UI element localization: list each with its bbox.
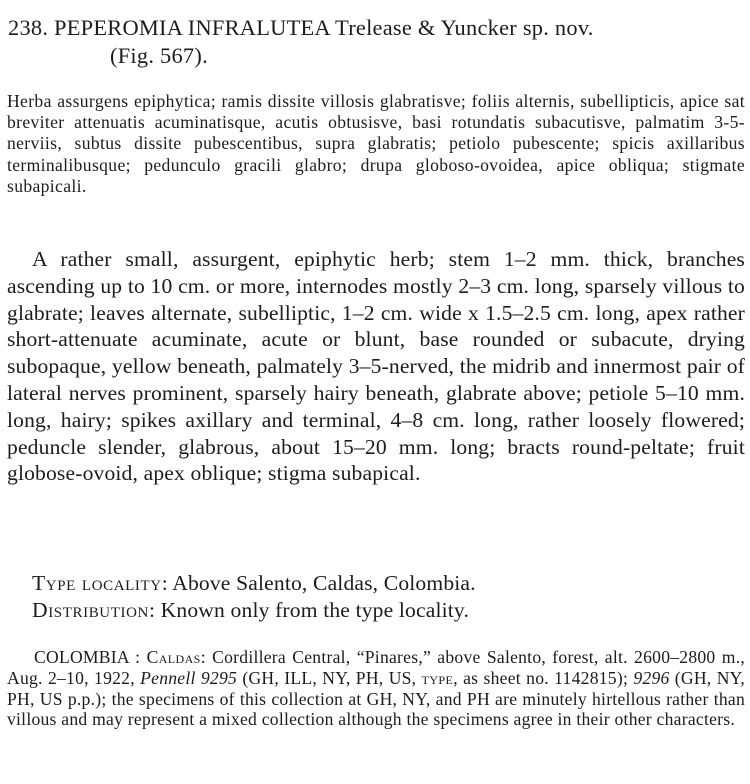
type-locality-text: : Above Salento, Caldas, Colombia.	[161, 571, 476, 595]
specimen-department: Caldas	[146, 647, 201, 667]
type-locality-label: Type locality	[32, 571, 162, 595]
specimen-type-word: type	[421, 667, 454, 688]
type-locality	[32, 570, 747, 596]
distribution-text: : Known only from the type locality.	[148, 598, 470, 622]
specimen-collector: Pennell 9295	[140, 667, 238, 688]
species-heading-line1: 238. PEPEROMIA INFRALUTEA Trelease & Yuncker sp. nov.	[8, 15, 594, 40]
species-heading	[8, 14, 744, 70]
latin-description: Herba assurgens epiphytica; ramis dissite villosis glabratisve; foliis alternis, subellipticis, apice sat breviter attenuatis acuminatisque, acutis obtusisve, basi rotundatis subacutisve, palmatim 3-5-nerviis, subtus dissite pubescentibus, supra glabratis; petiolo pubescente; spicis axillaribus terminalibusque; pedunculo gracili glabro; drupa globoso-ovoidea, apice obliqua; stigmate subapicali.	[7, 91, 745, 196]
figure-reference: (Fig. 567).	[110, 43, 208, 68]
specimen-text-1: : Cordillera Central, “Pinares,” above Salento, forest, alt. 2600–2800 m., Aug. 2–10, 1922,	[7, 647, 745, 688]
english-description: A rather small, assurgent, epiphytic herb; stem 1–2 mm. thick, branches ascending up to 10 cm. or more, internodes mostly 2–3 cm. long, sparsely villous to glabrate; leaves alternate, subelliptic, 1–2 cm. wide x 1.5–2.5 cm. long, apex rather short-attenuate acuminate, acute or blunt, base rounded or subacute, drying subopaque, yellow beneath, palmately 3–5-nerved, the midrib and innermost pair of lateral nerves prominent, sparsely hairy beneath, glabrate above; petiole 5–10 mm. long, hairy; spikes axillary and terminal, 4–8 cm. long, rather loosely flowered; peduncle slender, glabrous, about 15–20 mm. long; bracts round-peltate; fruit globose-ovoid, apex oblique; stigma subapical.	[7, 247, 745, 486]
specimen-number-2: 9296	[633, 667, 670, 688]
specimen-text-4: (GH, NY, PH, US p.p.); the specimens of this collection at GH, NY, and PH are minutely hirtellous rather than villous and may represent a mixed collection although the specimens agree in their other characters.	[7, 667, 745, 730]
specimen-text-3: , as sheet no. 1142815);	[453, 667, 634, 688]
specimen-text-2: (GH, ILL, NY, PH, US,	[237, 667, 422, 688]
specimen-country: COLOMBIA	[34, 647, 129, 667]
specimen-separator: :	[128, 647, 147, 667]
distribution-label: Distribution	[32, 598, 149, 622]
specimen-citation	[7, 647, 745, 730]
distribution	[32, 597, 747, 623]
